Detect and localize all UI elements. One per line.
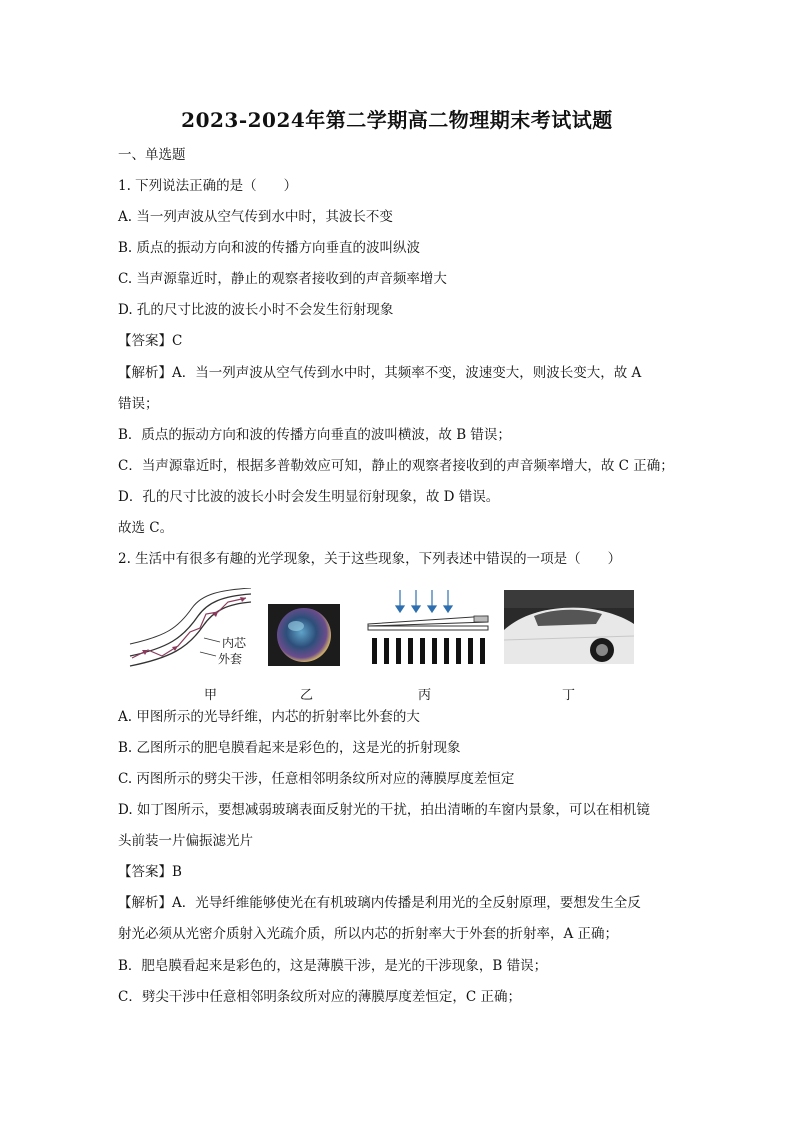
car-window-photo (504, 590, 634, 664)
q2-analysis-line: 【解析】A．光导纤维能够使光在有机玻璃内传播是利用光的全反射原理，要想发生全反 (118, 895, 641, 911)
caption-yi: 乙 (300, 688, 314, 703)
car-figure (504, 590, 634, 664)
wedge-interference-diagram (366, 588, 491, 666)
wedge-figure (366, 588, 491, 666)
q1-analysis-line: C．当声源靠近时，根据多普勒效应可知，静止的观察者接收到的声音频率增大，故 C 正确； (118, 458, 674, 474)
q2-stem: 2. 生活中有很多有趣的光学现象，关于这些现象，下列表述中错误的一项是（ ） (118, 551, 622, 567)
q2-figures (128, 588, 648, 703)
section-heading: 一、单选题 (118, 147, 186, 163)
q1-analysis-line: 故选 C。 (118, 520, 174, 536)
q1-analysis-line: B．质点的振动方向和波的传播方向垂直的波叫横波，故 B 错误； (118, 427, 511, 443)
q1-analysis-line: 错误； (118, 396, 159, 412)
soap-bubble-figure (268, 604, 340, 666)
caption-jia: 甲 (204, 688, 218, 703)
q2-option-b: B. 乙图所示的肥皂膜看起来是彩色的，这是光的折射现象 (118, 740, 461, 756)
q2-option-a: A. 甲图所示的光导纤维，内芯的折射率比外套的大 (118, 709, 420, 725)
caption-bing: 丙 (418, 688, 432, 703)
cladding-label: 外套 (218, 652, 243, 666)
q2-option-d: D. 如丁图所示，要想减弱玻璃表面反射光的干扰，拍出清晰的车窗内景象，可以在相机镜 (118, 802, 650, 818)
page-title: 2023-2024年第二学期高二物理期末考试试题 (181, 108, 613, 132)
q2-analysis-line: 射光必须从光密介质射入光疏介质，所以内芯的折射率大于外套的折射率，A 正确； (118, 926, 619, 942)
q2-option-d-cont: 头前装一片偏振滤光片 (118, 833, 253, 849)
q1-option-d: D. 孔的尺寸比波的波长小时不会发生衍射现象 (118, 302, 394, 318)
q1-stem: 1. 下列说法正确的是（ ） (118, 178, 298, 194)
caption-ding: 丁 (562, 688, 576, 703)
q1-option-a: A. 当一列声波从空气传到水中时，其波长不变 (118, 209, 393, 225)
q2-answer: 【答案】B (118, 864, 182, 880)
q1-answer: 【答案】C (118, 333, 183, 349)
core-label: 内芯 (222, 636, 247, 650)
q1-analysis-line: 【解析】A．当一列声波从空气传到水中时，其频率不变，波速变大，则波长变大，故 A (118, 365, 642, 381)
q1-analysis-line: D．孔的尺寸比波的波长小时会发生明显衍射现象，故 D 错误。 (118, 489, 500, 505)
fiber-figure (128, 588, 253, 670)
q1-option-b: B. 质点的振动方向和波的传播方向垂直的波叫纵波 (118, 240, 421, 256)
q2-analysis-line: B．肥皂膜看起来是彩色的，这是薄膜干涉，是光的干涉现象，B 错误； (118, 958, 548, 974)
q2-analysis-line: C．劈尖干涉中任意相邻明条纹所对应的薄膜厚度差恒定，C 正确； (118, 989, 521, 1005)
soap-bubble-photo (268, 604, 340, 666)
q1-option-c: C. 当声源靠近时，静止的观察者接收到的声音频率增大 (118, 271, 447, 287)
q2-option-c: C. 丙图所示的劈尖干涉，任意相邻明条纹所对应的薄膜厚度差恒定 (118, 771, 515, 787)
